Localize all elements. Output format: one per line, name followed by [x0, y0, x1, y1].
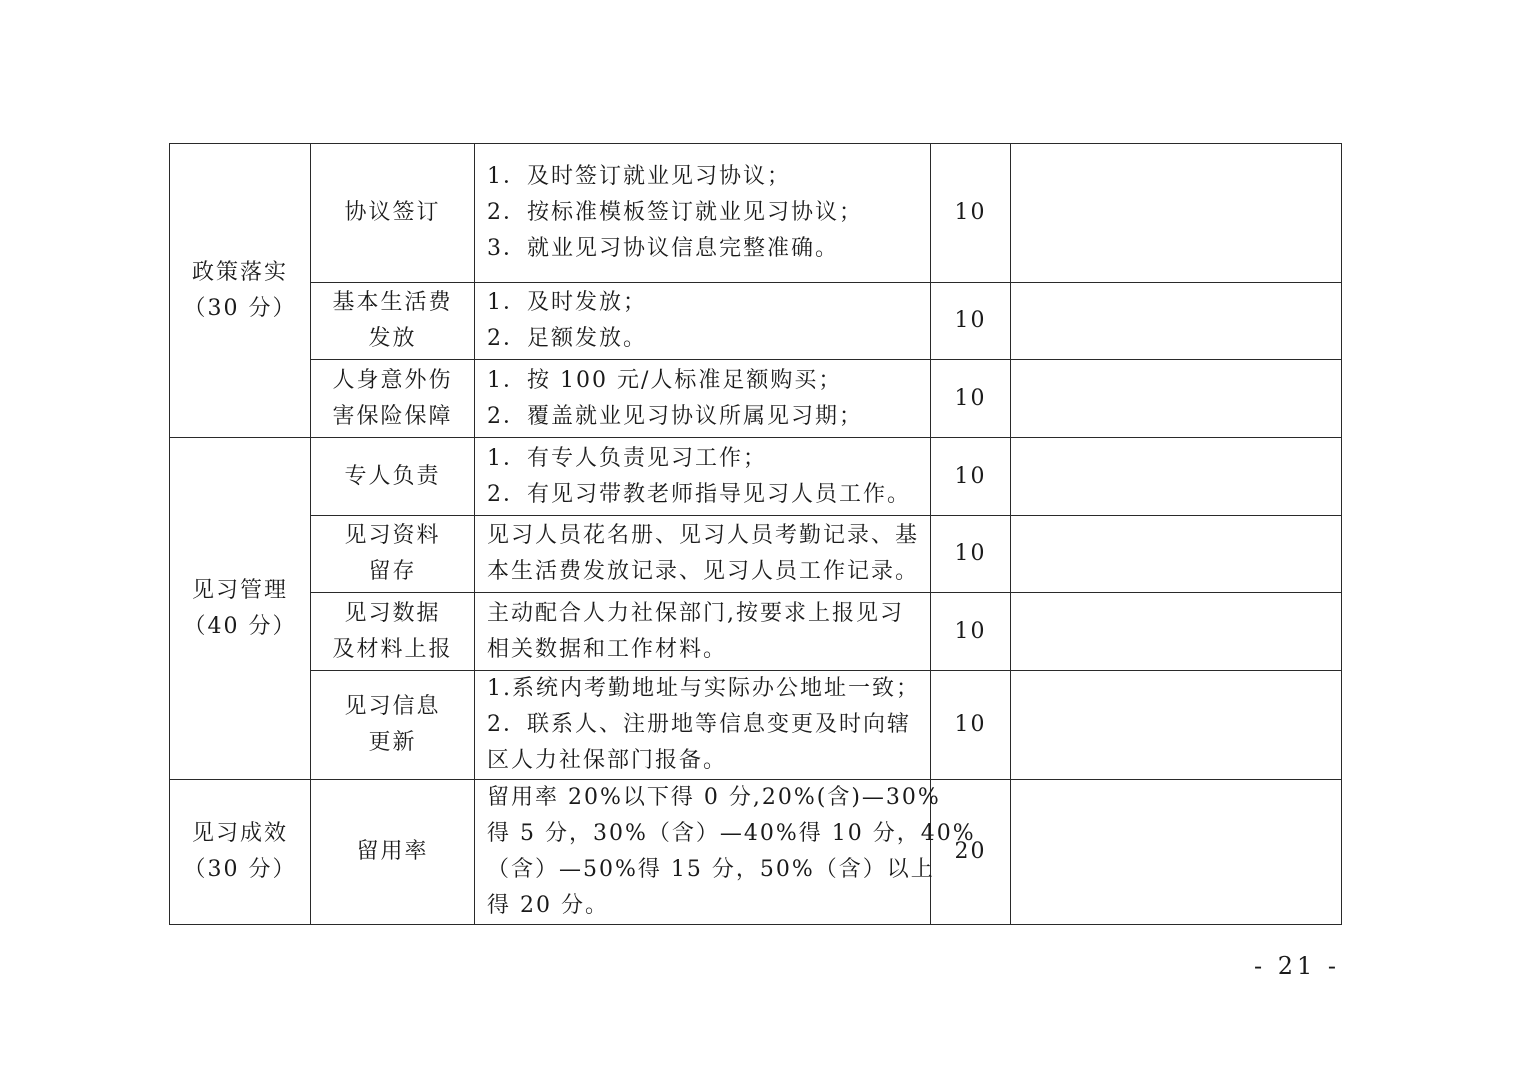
item-cell — [311, 671, 475, 780]
item-cell — [311, 144, 475, 283]
standard-line: （含）—50%得 15 分，50%（含）以上 — [487, 857, 935, 882]
remarks-cell — [1011, 360, 1342, 438]
category-name: 见习成效 — [191, 821, 288, 846]
score-cell: 10 — [931, 283, 1011, 360]
standard-line: 2．联系人、注册地等信息变更及时向辖 — [487, 712, 911, 737]
standard-cell — [475, 144, 931, 283]
item-name: 及材料上报 — [332, 636, 453, 662]
standard-cell — [475, 780, 976, 925]
standard-line: 本生活费发放记录、见习人员工作记录。 — [487, 559, 920, 584]
standard-line: 留用率 20%以下得 0 分,20%(含)—30% — [487, 785, 941, 810]
standard-cell — [475, 671, 931, 780]
standard-line: 得 20 分。 — [487, 893, 609, 918]
score-cell: 10 — [931, 360, 1011, 438]
score-cell: 10 — [931, 516, 1011, 593]
item-name: 害保险保障 — [332, 403, 453, 429]
score-cell: 10 — [931, 144, 1011, 283]
item-name: 发放 — [368, 326, 417, 351]
category-points: （40 分） — [183, 613, 297, 639]
category-points: （30 分） — [183, 857, 297, 882]
remarks-cell — [1011, 516, 1342, 593]
item-name: 专人负责 — [344, 463, 441, 489]
evaluation-table — [169, 143, 1342, 925]
remarks-cell — [1011, 671, 1342, 780]
table-row — [170, 438, 1342, 516]
score-cell: 10 — [931, 671, 1011, 780]
item-name: 留用率 — [356, 839, 429, 864]
standard-cell — [475, 283, 931, 360]
category-cell — [170, 438, 311, 780]
item-cell — [311, 283, 475, 360]
page-number: - 21 - — [1254, 952, 1341, 980]
standard-line: 1．及时发放； — [487, 290, 647, 315]
score-cell: 20 — [931, 780, 1011, 925]
remarks-cell — [1011, 144, 1342, 283]
standard-line: 2．足额发放。 — [487, 326, 647, 351]
item-cell — [311, 360, 475, 438]
standard-line: 见习人员花名册、见习人员考勤记录、基 — [487, 523, 920, 548]
item-name: 留存 — [368, 559, 417, 584]
standard-cell — [475, 516, 931, 593]
item-cell — [311, 516, 475, 593]
category-cell — [170, 144, 311, 438]
category-name: 见习管理 — [191, 577, 288, 603]
table-row — [170, 671, 1342, 780]
table-row — [170, 360, 1342, 438]
score-cell: 10 — [931, 593, 1011, 671]
item-cell — [311, 593, 475, 671]
item-name: 见习数据 — [344, 600, 441, 626]
standard-line: 3．就业见习协议信息完整准确。 — [487, 236, 839, 261]
standard-line: 2．覆盖就业见习协议所属见习期； — [487, 403, 863, 429]
table-row — [170, 144, 1342, 283]
category-name: 政策落实 — [191, 259, 288, 285]
standard-line: 区人力社保部门报备。 — [487, 748, 728, 773]
standard-cell — [475, 438, 931, 516]
standard-line: 1．有专人负责见习工作； — [487, 445, 767, 471]
remarks-cell — [1011, 283, 1342, 360]
table-row — [170, 780, 1342, 925]
item-name: 人身意外伤 — [332, 367, 453, 393]
table-row — [170, 283, 1342, 360]
table-row — [170, 516, 1342, 593]
item-name: 基本生活费 — [332, 290, 453, 315]
table-row — [170, 593, 1342, 671]
item-cell — [311, 780, 475, 925]
standard-line: 主动配合人力社保部门,按要求上报见习 — [487, 600, 904, 626]
standard-cell — [475, 593, 931, 671]
standard-line: 得 5 分，30%（含）—40%得 10 分，40% — [487, 821, 976, 846]
standard-line: 2．有见习带教老师指导见习人员工作。 — [487, 481, 911, 507]
standard-line: 1．及时签订就业见习协议； — [487, 164, 791, 189]
remarks-cell — [1011, 780, 1342, 925]
item-name: 协议签订 — [344, 200, 441, 225]
standard-line: 1．按 100 元/人标准足额购买； — [487, 367, 843, 393]
remarks-cell — [1011, 593, 1342, 671]
standard-line: 1.系统内考勤地址与实际办公地址一致； — [487, 676, 920, 701]
item-name: 见习信息 — [344, 694, 441, 719]
item-name: 见习资料 — [344, 523, 441, 548]
category-cell — [170, 780, 311, 925]
standard-line: 2．按标准模板签订就业见习协议； — [487, 200, 863, 225]
remarks-cell — [1011, 438, 1342, 516]
item-name: 更新 — [368, 730, 417, 755]
category-points: （30 分） — [183, 295, 297, 321]
item-cell — [311, 438, 475, 516]
standard-line: 相关数据和工作材料。 — [487, 636, 728, 662]
standard-cell — [475, 360, 931, 438]
score-cell: 10 — [931, 438, 1011, 516]
